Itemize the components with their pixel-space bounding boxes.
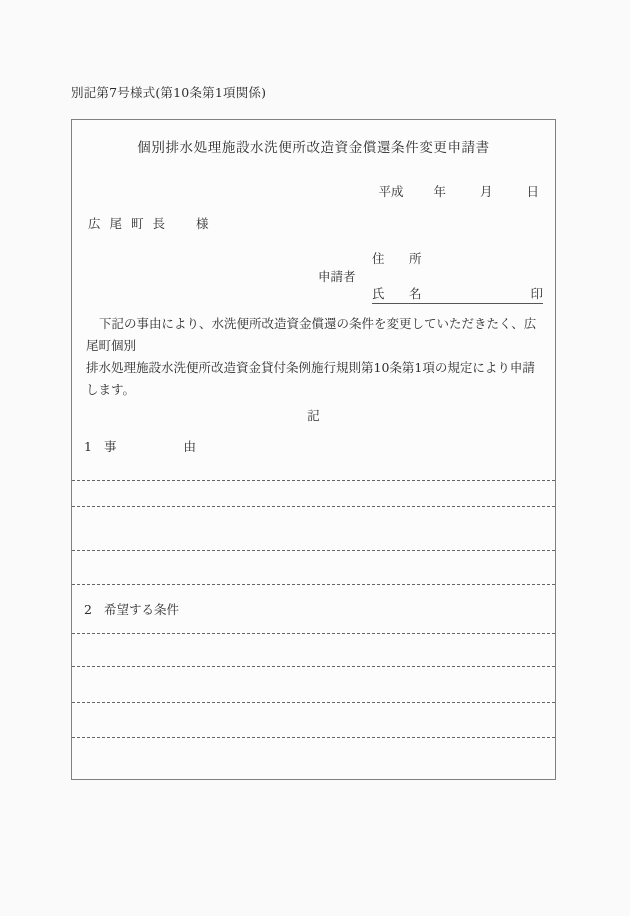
section-1-number: 1 xyxy=(84,439,92,454)
date-month-unit: 月 xyxy=(479,184,493,199)
date-day-unit: 日 xyxy=(526,184,539,199)
addressee-honorific: 様 xyxy=(196,216,209,231)
form-frame xyxy=(71,119,556,780)
ki-marker: 記 xyxy=(307,408,320,423)
writing-rule-line[interactable] xyxy=(72,550,555,551)
applicant-address-row xyxy=(372,249,428,267)
form-number-label: 別記第7号様式(第10条第1項関係) xyxy=(71,85,267,100)
applicant-name-label: 氏 名 xyxy=(372,286,428,301)
applicant-name-row xyxy=(372,284,543,304)
addressee-line xyxy=(88,214,209,232)
body-line-2: 排水処理施設水洗便所改造資金貸付条例施行規則第10条第1項の規定により申請します。 xyxy=(86,360,535,397)
form-frame-inner xyxy=(72,120,555,779)
document-title: 個別排水処理施設水洗便所改造資金償還条件変更申請書 xyxy=(137,140,490,156)
writing-rule-line[interactable] xyxy=(72,633,555,634)
date-line xyxy=(378,182,539,200)
section-1-label: 事 由 xyxy=(103,439,210,454)
section-heading-reason xyxy=(84,437,210,455)
date-era-label: 平成 xyxy=(378,184,404,199)
writing-rule-line[interactable] xyxy=(72,506,555,507)
body-paragraph xyxy=(86,313,543,401)
writing-rule-line[interactable] xyxy=(72,480,555,481)
date-year-unit: 年 xyxy=(433,184,446,199)
applicant-address-label: 住 所 xyxy=(372,251,428,266)
applicant-label: 申請者 xyxy=(318,269,356,284)
writing-rule-line[interactable] xyxy=(72,702,555,703)
addressee-name: 広尾町長 xyxy=(88,216,175,231)
body-line-1: 下記の事由により、水洗便所改造資金償還の条件を変更していただきたく、広尾町個別 xyxy=(86,316,537,353)
section-heading-desired-terms xyxy=(84,600,179,618)
section-2-number: 2 xyxy=(84,602,92,617)
writing-rule-line[interactable] xyxy=(72,584,555,585)
section-2-label: 希望する条件 xyxy=(103,602,179,617)
writing-rule-line[interactable] xyxy=(72,737,555,738)
writing-rule-line[interactable] xyxy=(72,666,555,667)
seal-mark: 印 xyxy=(530,286,543,301)
